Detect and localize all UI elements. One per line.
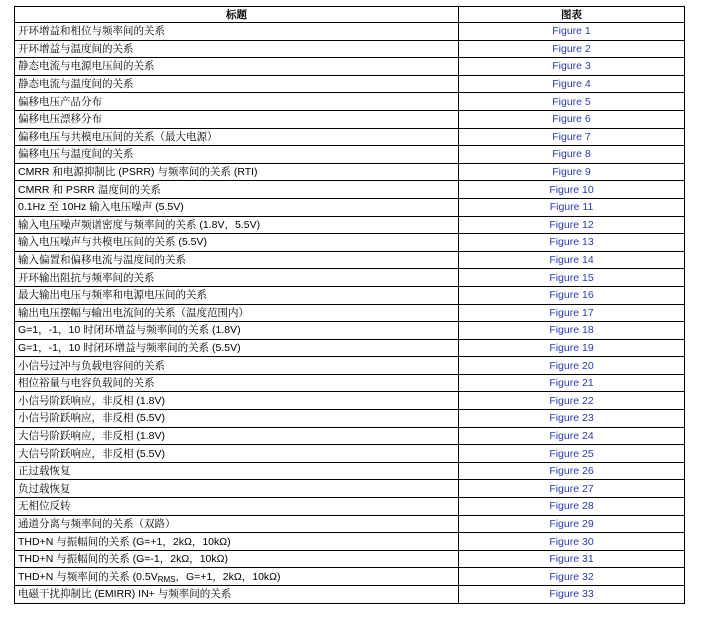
row-figure-cell xyxy=(459,586,685,604)
column-header-figure: 图表 xyxy=(459,7,685,23)
row-figure-cell xyxy=(459,23,685,41)
row-title: 静态电流与电源电压间的关系 xyxy=(15,58,459,76)
row-title-part: ，G=+1，2kΩ，10kΩ) xyxy=(175,570,281,583)
row-figure-cell xyxy=(459,128,685,146)
table-row xyxy=(15,568,685,586)
figure-link[interactable]: Figure 3 xyxy=(552,60,591,73)
table-row xyxy=(15,58,685,76)
row-title: 负过载恢复 xyxy=(15,480,459,498)
row-title: 相位裕量与电容负载间的关系 xyxy=(15,374,459,392)
row-title: 开环输出阻抗与频率间的关系 xyxy=(15,269,459,287)
row-figure-cell xyxy=(459,269,685,287)
row-figure-cell xyxy=(459,357,685,375)
row-title: 大信号阶跃响应，非反相 (5.5V) xyxy=(15,445,459,463)
figure-link[interactable]: Figure 20 xyxy=(549,359,594,372)
figure-link[interactable]: Figure 4 xyxy=(552,78,591,91)
row-figure-cell xyxy=(459,234,685,252)
figure-link[interactable]: Figure 11 xyxy=(549,201,594,214)
row-title: THD+N 与振幅间的关系 (G=-1，2kΩ，10kΩ) xyxy=(15,550,459,568)
table-row xyxy=(15,357,685,375)
table-row xyxy=(15,339,685,357)
row-title: 正过载恢复 xyxy=(15,462,459,480)
table-row xyxy=(15,498,685,516)
row-title: 通道分离与频率间的关系（双路） xyxy=(15,515,459,533)
table-row xyxy=(15,445,685,463)
row-title: 小信号阶跃响应，非反相 (5.5V) xyxy=(15,410,459,428)
table-row xyxy=(15,163,685,181)
row-title: 输入电压噪声频谱密度与频率间的关系 (1.8V，5.5V) xyxy=(15,216,459,234)
row-figure-cell xyxy=(459,515,685,533)
figure-link[interactable]: Figure 31 xyxy=(549,553,594,566)
row-figure-cell xyxy=(459,181,685,199)
table-row xyxy=(15,374,685,392)
figure-link[interactable]: Figure 19 xyxy=(549,341,594,354)
figure-link[interactable]: Figure 2 xyxy=(552,42,591,55)
row-figure-cell xyxy=(459,550,685,568)
figure-link[interactable]: Figure 13 xyxy=(549,236,594,249)
row-figure-cell xyxy=(459,410,685,428)
figure-link[interactable]: Figure 1 xyxy=(552,25,591,38)
table-row xyxy=(15,216,685,234)
table-row xyxy=(15,462,685,480)
row-title: 静态电流与温度间的关系 xyxy=(15,75,459,93)
table-body xyxy=(15,23,685,604)
row-figure-cell xyxy=(459,322,685,340)
row-figure-cell xyxy=(459,462,685,480)
row-title: 最大输出电压与频率和电源电压间的关系 xyxy=(15,286,459,304)
row-title: 偏移电压与共模电压间的关系（最大电源） xyxy=(15,128,459,146)
row-title: 输出电压摆幅与输出电流间的关系（温度范围内） xyxy=(15,304,459,322)
row-title: 开环增益和相位与频率间的关系 xyxy=(15,23,459,41)
row-figure-cell xyxy=(459,40,685,58)
row-title: 小信号过冲与负载电容间的关系 xyxy=(15,357,459,375)
row-figure-cell xyxy=(459,374,685,392)
figure-link[interactable]: Figure 15 xyxy=(549,271,594,284)
row-figure-cell xyxy=(459,146,685,164)
figure-link[interactable]: Figure 14 xyxy=(549,254,594,267)
table-row xyxy=(15,427,685,445)
table-row xyxy=(15,146,685,164)
figure-link[interactable]: Figure 6 xyxy=(552,113,591,126)
row-title: 小信号阶跃响应，非反相 (1.8V) xyxy=(15,392,459,410)
figure-link[interactable]: Figure 21 xyxy=(549,377,594,390)
table-row xyxy=(15,93,685,111)
row-figure-cell xyxy=(459,93,685,111)
row-figure-cell xyxy=(459,427,685,445)
figure-link[interactable]: Figure 22 xyxy=(549,394,594,407)
table-row xyxy=(15,128,685,146)
table-row xyxy=(15,304,685,322)
figure-link[interactable]: Figure 16 xyxy=(549,289,594,302)
table-row xyxy=(15,515,685,533)
row-figure-cell xyxy=(459,163,685,181)
row-title: CMRR 和 PSRR 温度间的关系 xyxy=(15,181,459,199)
table-row xyxy=(15,286,685,304)
table-row xyxy=(15,550,685,568)
table-row xyxy=(15,40,685,58)
figure-link[interactable]: Figure 9 xyxy=(552,166,591,179)
figure-link[interactable]: Figure 32 xyxy=(549,570,594,583)
row-title: 偏移电压漂移分布 xyxy=(15,110,459,128)
row-figure-cell xyxy=(459,286,685,304)
row-figure-cell xyxy=(459,339,685,357)
column-header-title: 标题 xyxy=(15,7,459,23)
row-title: 输入电压噪声与共模电压间的关系 (5.5V) xyxy=(15,234,459,252)
figure-link[interactable]: Figure 10 xyxy=(549,183,594,196)
row-title: 电磁干扰抑制比 (EMIRR) IN+ 与频率间的关系 xyxy=(15,586,459,604)
row-title xyxy=(15,568,459,586)
row-figure-cell xyxy=(459,480,685,498)
table-row xyxy=(15,410,685,428)
row-figure-cell xyxy=(459,110,685,128)
row-figure-cell xyxy=(459,75,685,93)
row-title: 无相位反转 xyxy=(15,498,459,516)
table-row xyxy=(15,23,685,41)
table-row xyxy=(15,181,685,199)
row-figure-cell xyxy=(459,216,685,234)
figure-index-table xyxy=(14,6,685,604)
table-header-row xyxy=(15,7,685,23)
row-title: 0.1Hz 至 10Hz 输入电压噪声 (5.5V) xyxy=(15,198,459,216)
row-title: 开环增益与温度间的关系 xyxy=(15,40,459,58)
row-figure-cell xyxy=(459,533,685,551)
row-title: 偏移电压产品分布 xyxy=(15,93,459,111)
row-title: G=1，-1，10 时闭环增益与频率间的关系 (1.8V) xyxy=(15,322,459,340)
figure-link[interactable]: Figure 24 xyxy=(549,429,594,442)
table-row xyxy=(15,269,685,287)
figure-link[interactable]: Figure 5 xyxy=(552,95,591,108)
figure-link[interactable]: Figure 12 xyxy=(549,218,594,231)
row-title: 偏移电压与温度间的关系 xyxy=(15,146,459,164)
row-title: 大信号阶跃响应，非反相 (1.8V) xyxy=(15,427,459,445)
row-figure-cell xyxy=(459,568,685,586)
row-figure-cell xyxy=(459,392,685,410)
table-row xyxy=(15,251,685,269)
row-title-subscript: RMS xyxy=(157,574,176,584)
table-row xyxy=(15,110,685,128)
row-figure-cell xyxy=(459,251,685,269)
table-row xyxy=(15,198,685,216)
figure-link[interactable]: Figure 30 xyxy=(549,535,594,548)
figure-link[interactable]: Figure 33 xyxy=(549,588,594,601)
figure-link[interactable]: Figure 25 xyxy=(549,447,594,460)
table-row xyxy=(15,392,685,410)
row-figure-cell xyxy=(459,58,685,76)
figure-link[interactable]: Figure 17 xyxy=(549,306,594,319)
row-figure-cell xyxy=(459,304,685,322)
row-figure-cell xyxy=(459,198,685,216)
figure-link[interactable]: Figure 28 xyxy=(549,500,594,513)
table-row xyxy=(15,75,685,93)
row-title-part: THD+N 与频率间的关系 (0.5V xyxy=(18,570,158,583)
table-row xyxy=(15,586,685,604)
figure-link[interactable]: Figure 8 xyxy=(552,148,591,161)
row-figure-cell xyxy=(459,498,685,516)
figure-link[interactable]: Figure 26 xyxy=(549,465,594,478)
table-row xyxy=(15,480,685,498)
figure-link[interactable]: Figure 23 xyxy=(549,412,594,425)
row-title: THD+N 与振幅间的关系 (G=+1，2kΩ，10kΩ) xyxy=(15,533,459,551)
table-row xyxy=(15,234,685,252)
table-row xyxy=(15,322,685,340)
row-title: CMRR 和电源抑制比 (PSRR) 与频率间的关系 (RTI) xyxy=(15,163,459,181)
table-row xyxy=(15,533,685,551)
figure-link[interactable]: Figure 18 xyxy=(549,324,594,337)
figure-link[interactable]: Figure 29 xyxy=(549,517,594,530)
figure-link[interactable]: Figure 27 xyxy=(549,482,594,495)
row-title: 输入偏置和偏移电流与温度间的关系 xyxy=(15,251,459,269)
row-figure-cell xyxy=(459,445,685,463)
figure-link[interactable]: Figure 7 xyxy=(552,130,591,143)
row-title: G=1，-1，10 时闭环增益与频率间的关系 (5.5V) xyxy=(15,339,459,357)
